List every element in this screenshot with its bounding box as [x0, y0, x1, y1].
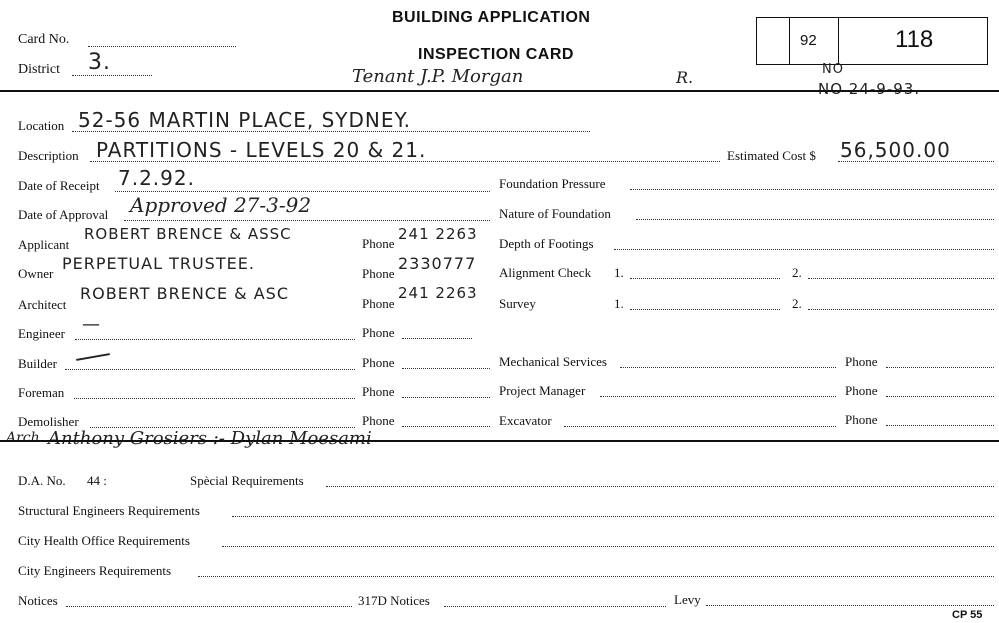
demolisher-label: Demolisher: [18, 414, 79, 429]
alignment-check-label: Alignment Check: [499, 265, 592, 280]
survey-2: 2.: [792, 296, 802, 311]
alignment-check-line-2: [808, 278, 994, 279]
description-value: PARTITIONS - LEVELS 20 & 21.: [96, 138, 427, 162]
excavator-phone-label: Phone: [845, 412, 878, 427]
builder-phone-line: [402, 368, 490, 369]
mechanical-phone-label: Phone: [845, 354, 878, 369]
engineers-requirements-label: City Engineers Requirements: [18, 563, 172, 578]
card-number-box-divider-2: [838, 17, 839, 65]
title-building-application: BUILDING APPLICATION: [392, 9, 591, 26]
nature-of-foundation-line: [636, 219, 994, 220]
foreman-phone-line: [402, 397, 490, 398]
survey-label: Survey: [499, 296, 536, 311]
depth-of-footings-line: [614, 249, 994, 250]
district-value: 3.: [88, 50, 111, 75]
builder-line: [65, 369, 355, 370]
excavator-phone-line: [886, 425, 994, 426]
date-of-approval-value: Approved 27-3-92: [130, 193, 312, 217]
arch-note-prefix: Arch: [6, 430, 40, 446]
depth-of-footings-label: Depth of Footings: [499, 236, 594, 251]
engineers-requirements-line: [198, 576, 994, 577]
alignment-check-line-1: [630, 278, 780, 279]
owner-phone-value: 2330777: [398, 254, 477, 273]
applicant-label: Applicant: [18, 237, 70, 252]
form-code: CP 55: [952, 609, 983, 621]
arch-note-value: Anthony Grosiers :- Dylan Moesami: [48, 428, 372, 449]
mechanical-phone-line: [886, 367, 994, 368]
engineer-label: Engineer: [18, 326, 65, 341]
notices-line: [66, 606, 352, 607]
structural-requirements-label: Structural Engineers Requirements: [18, 503, 200, 518]
special-requirements-line: [326, 486, 994, 487]
engineer-phone-label: Phone: [362, 325, 395, 340]
applicant-phone-value: 241 2263: [398, 225, 478, 243]
note-bottom: NO 24-9-93.: [818, 80, 921, 98]
card-number-box-divider-1: [789, 17, 790, 65]
da-no-label: D.A. No.: [18, 473, 66, 488]
card-no-label: Card No.: [18, 32, 70, 47]
mechanical-services-label: Mechanical Services: [499, 354, 607, 369]
foreman-line: [74, 398, 355, 399]
district-label: District: [18, 62, 60, 77]
engineer-phone-line: [402, 338, 472, 339]
architect-label: Architect: [18, 297, 67, 312]
project-manager-label: Project Manager: [499, 383, 586, 398]
card-no-line: [88, 46, 236, 47]
note-top: NO: [822, 62, 844, 77]
structural-requirements-line: [232, 516, 994, 517]
alignment-check-2: 2.: [792, 265, 802, 280]
estimated-cost-value: 56,500.00: [840, 138, 951, 162]
district-line: [72, 75, 152, 76]
notices-label: Notices: [18, 593, 58, 608]
project-manager-phone-line: [886, 396, 994, 397]
notices-317d-label: 317D Notices: [358, 593, 430, 608]
date-of-approval-line: [124, 220, 490, 221]
owner-phone-label: Phone: [362, 266, 395, 281]
survey-line-2: [808, 309, 994, 310]
middle-rule: [0, 440, 999, 442]
architect-phone-value: 241 2263: [398, 284, 478, 302]
engineer-line: [75, 339, 355, 340]
date-of-receipt-line: [115, 191, 490, 192]
builder-label: Builder: [18, 356, 57, 371]
alignment-check-1: 1.: [614, 265, 624, 280]
notices-317d-line: [444, 606, 666, 607]
header-rule: [0, 90, 999, 92]
levy-line: [706, 605, 994, 606]
owner-label: Owner: [18, 266, 54, 281]
card-number-small: 92: [800, 32, 817, 49]
date-of-approval-label: Date of Approval: [18, 207, 109, 222]
project-manager-phone-label: Phone: [845, 383, 878, 398]
date-of-receipt-label: Date of Receipt: [18, 178, 100, 193]
foundation-pressure-label: Foundation Pressure: [499, 176, 606, 191]
foreman-phone-label: Phone: [362, 384, 395, 399]
survey-1: 1.: [614, 296, 624, 311]
health-requirements-label: City Health Office Requirements: [18, 533, 190, 548]
nature-of-foundation-label: Nature of Foundation: [499, 206, 611, 221]
excavator-label: Excavator: [499, 413, 552, 428]
architect-value: ROBERT BRENCE & ASC: [80, 284, 289, 303]
survey-line-1: [630, 309, 780, 310]
mechanical-services-line: [620, 367, 836, 368]
builder-dash: [76, 353, 110, 361]
tenant-mark: R.: [676, 68, 694, 87]
title-inspection-card: INSPECTION CARD: [418, 46, 574, 63]
engineer-value: —: [82, 314, 101, 335]
applicant-phone-label: Phone: [362, 236, 395, 251]
excavator-line: [564, 426, 836, 427]
location-label: Location: [18, 118, 65, 133]
card-number-box: [756, 17, 988, 65]
location-value: 52-56 MARTIN PLACE, SYDNEY.: [78, 108, 412, 132]
health-requirements-line: [222, 546, 994, 547]
estimated-cost-label: Estimated Cost $: [727, 148, 816, 163]
foundation-pressure-line: [630, 189, 994, 190]
da-no-value: 44 :: [87, 473, 107, 488]
description-label: Description: [18, 148, 79, 163]
levy-label: Levy: [674, 592, 701, 607]
tenant-note: Tenant J.P. Morgan: [352, 66, 524, 87]
project-manager-line: [600, 396, 836, 397]
owner-value: PERPETUAL TRUSTEE.: [62, 254, 255, 273]
demolisher-phone-label: Phone: [362, 413, 395, 428]
date-of-receipt-value: 7.2.92.: [118, 166, 195, 190]
card-number-large: 118: [895, 26, 934, 53]
demolisher-phone-line: [402, 426, 490, 427]
builder-phone-label: Phone: [362, 355, 395, 370]
applicant-value: ROBERT BRENCE & ASSC: [84, 225, 292, 243]
foreman-label: Foreman: [18, 385, 65, 400]
architect-phone-label: Phone: [362, 296, 395, 311]
special-requirements-label: Spècial Requirements: [190, 473, 304, 488]
